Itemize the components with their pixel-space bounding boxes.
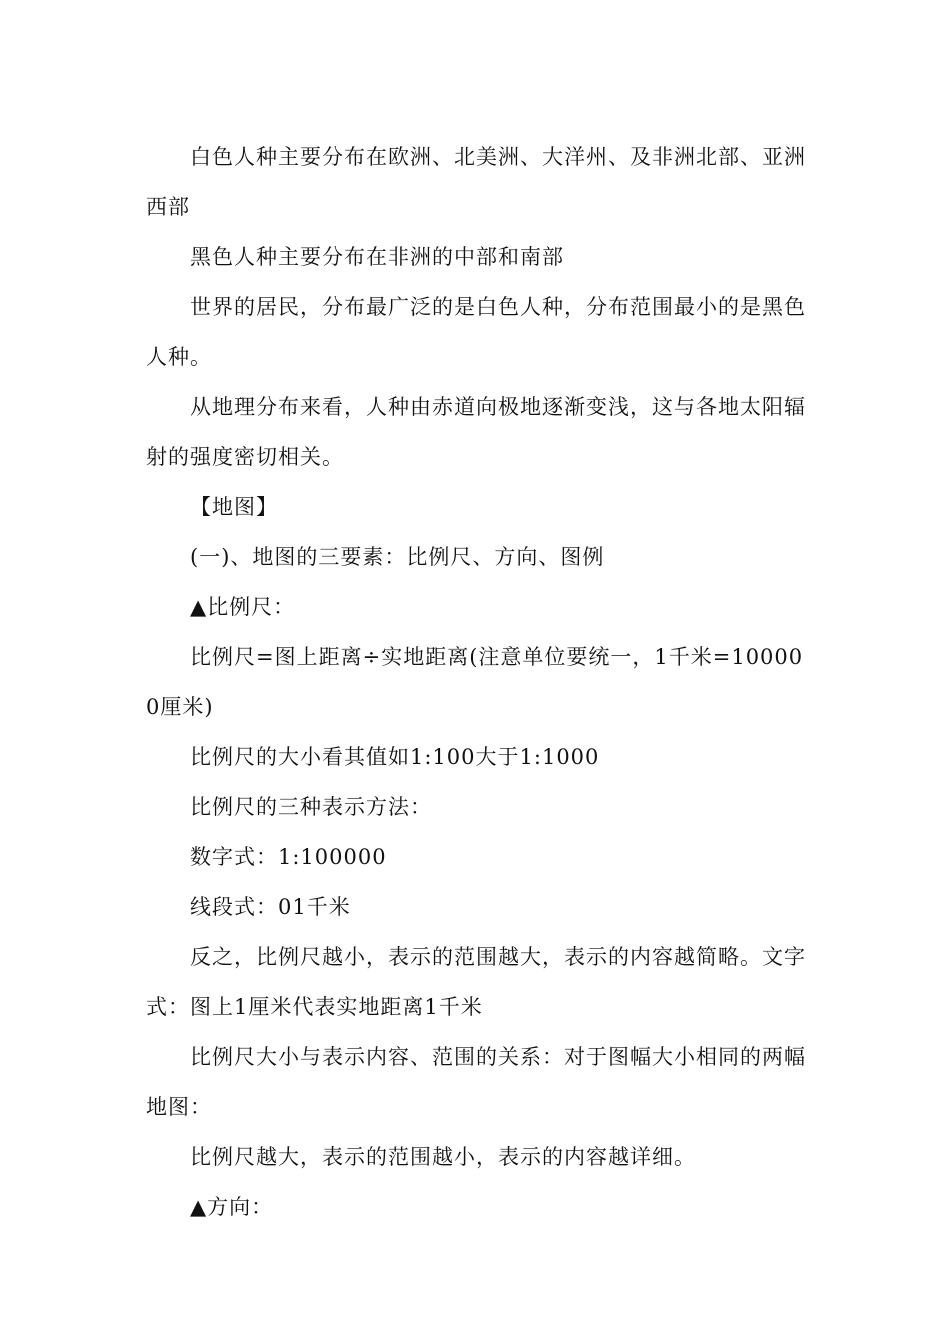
paragraph-white-race-distribution: 白色人种主要分布在欧洲、北美洲、大洋州、及非洲北部、亚洲西部 <box>146 145 806 219</box>
paragraph-black-race-distribution: 黑色人种主要分布在非洲的中部和南部 <box>190 245 564 269</box>
subheading-scale: ▲比例尺： <box>190 595 296 619</box>
paragraph-small-scale: 反之，比例尺越小，表示的范围越大，表示的内容越简略。文字式：图上1厘米代表实地距离1千米 <box>146 945 806 1019</box>
paragraph-scale-methods: 比例尺的三种表示方法： <box>190 795 432 819</box>
paragraph-numeric-scale: 数字式：1:100000 <box>190 845 387 869</box>
paragraph-line-scale: 线段式：01千米 <box>190 895 351 919</box>
document-body <box>146 132 806 1232</box>
paragraph-geographic-distribution: 从地理分布来看，人种由赤道向极地逐渐变浅，这与各地太阳辐射的强度密切相关。 <box>146 395 806 469</box>
subheading-direction: ▲方向： <box>190 1195 274 1219</box>
subheading-map-elements: (一)、地图的三要素：比例尺、方向、图例 <box>190 545 605 569</box>
paragraph-scale-size: 比例尺的大小看其值如1:100大于1:1000 <box>190 745 600 769</box>
paragraph-large-scale: 比例尺越大，表示的范围越小，表示的内容越详细。 <box>190 1145 696 1169</box>
paragraph-scale-relation: 比例尺大小与表示内容、范围的关系：对于图幅大小相同的两幅地图： <box>146 1045 806 1119</box>
paragraph-race-range: 世界的居民，分布最广泛的是白色人种，分布范围最小的是黑色人种。 <box>146 295 806 369</box>
paragraph-scale-formula: 比例尺=图上距离÷实地距离(注意单位要统一，1千米=100000厘米) <box>146 645 804 719</box>
section-heading-map: 【地图】 <box>190 495 278 519</box>
